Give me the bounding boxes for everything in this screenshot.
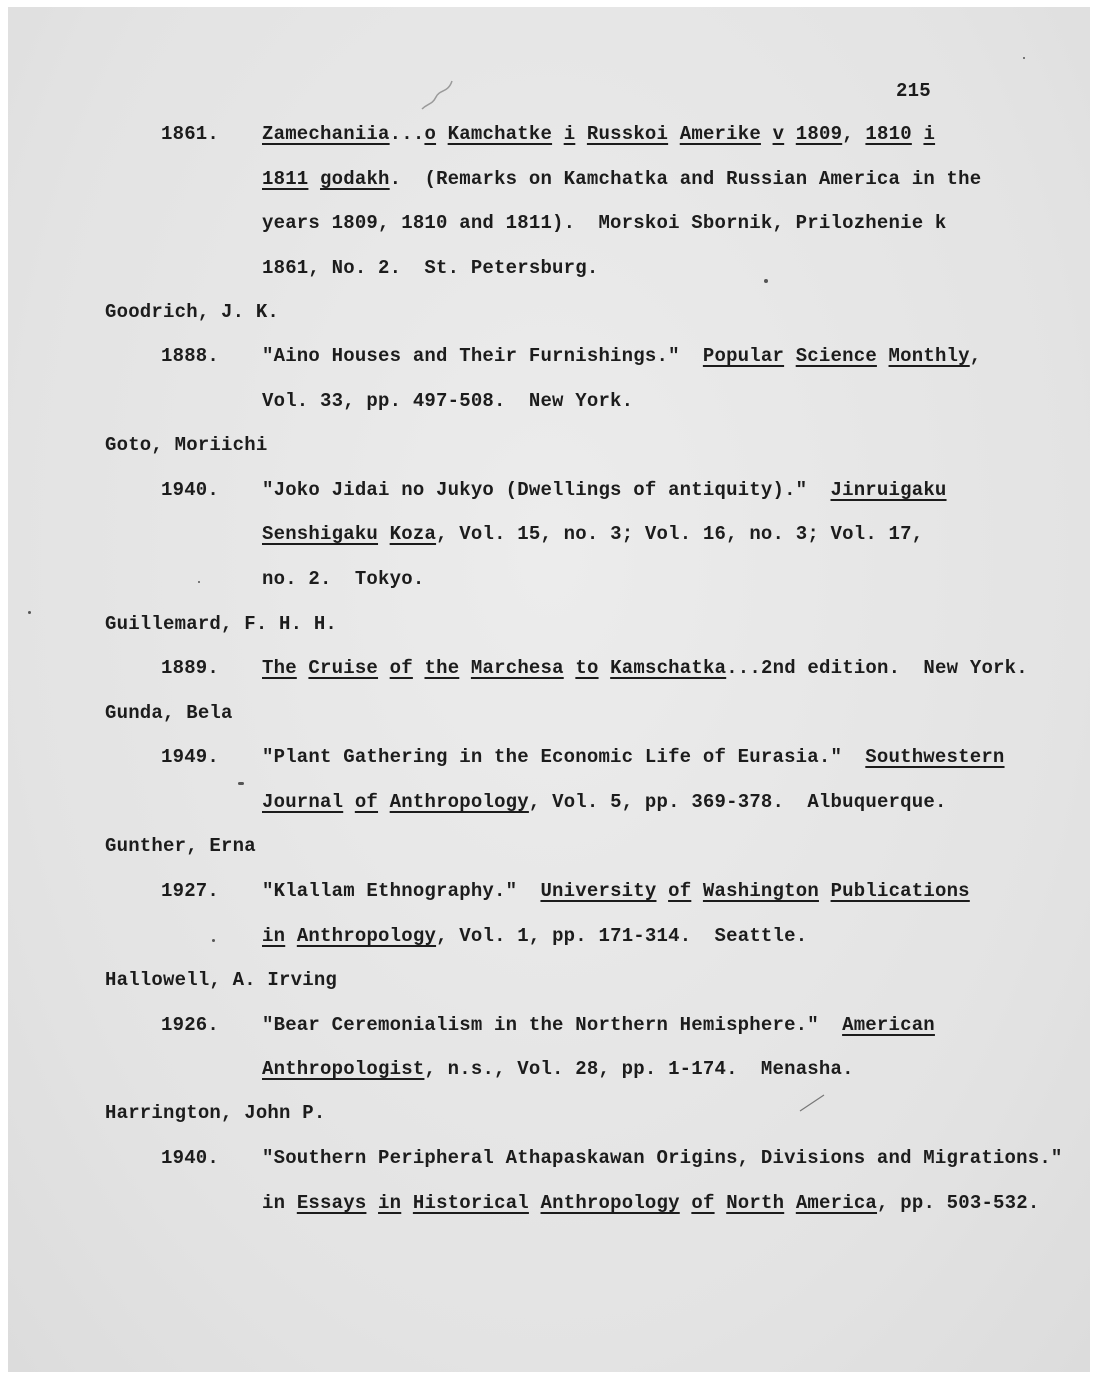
title-word: Science	[795, 345, 877, 367]
title-word: Kamschatka	[610, 657, 727, 679]
text-fragment: . (Remarks on Kamchatka and Russian America in the	[389, 168, 982, 190]
title-word: Monthly	[888, 345, 970, 367]
text-fragment	[599, 657, 611, 679]
title-word: o	[424, 123, 437, 145]
citation-line	[262, 478, 947, 502]
title-word: i	[563, 123, 576, 145]
title-word: Historical	[412, 1192, 529, 1214]
title-word: Cruise	[308, 657, 379, 679]
title-word: the	[424, 657, 460, 679]
title-word: 1809	[795, 123, 843, 145]
title-word: Anthropologist	[262, 1058, 425, 1080]
text-fragment	[784, 1192, 796, 1214]
text-fragment	[912, 123, 924, 145]
title-word: Senshigaku	[262, 523, 379, 545]
text-fragment: , n.s., Vol. 28, pp. 1-174. Menasha.	[424, 1058, 854, 1080]
author-name: Gunda, Bela	[105, 702, 233, 724]
title-word: 1810	[865, 123, 912, 145]
text-fragment	[366, 1192, 378, 1214]
text-fragment	[715, 1192, 727, 1214]
title-word: University	[540, 880, 657, 902]
title-word: Southwestern	[865, 746, 1005, 768]
citation-line: years 1809, 1810 and 1811). Morskoi Sbornik, Prilozhenie k	[262, 212, 947, 234]
text-fragment	[529, 1192, 541, 1214]
entry-year: 1949.	[161, 746, 220, 768]
dust-speck	[238, 782, 244, 785]
text-fragment	[575, 123, 587, 145]
title-word: Jinruigaku	[830, 479, 947, 501]
text-fragment	[401, 1192, 413, 1214]
text-fragment	[680, 1192, 692, 1214]
document-page	[8, 7, 1090, 1372]
text-fragment	[877, 345, 889, 367]
text-fragment: "Bear Ceremonialism in the Northern Hemisphere."	[262, 1014, 843, 1036]
citation-line	[262, 344, 981, 368]
text-fragment	[378, 791, 390, 813]
title-word: North	[726, 1192, 785, 1214]
text-fragment: "Aino Houses and Their Furnishings."	[262, 345, 703, 367]
entry-year: 1940.	[161, 479, 220, 501]
title-word: Marchesa	[470, 657, 564, 679]
entry-year: 1889.	[161, 657, 220, 679]
text-fragment	[413, 657, 425, 679]
title-word: of	[691, 1192, 715, 1214]
title-word: of	[354, 791, 379, 813]
text-fragment	[285, 925, 297, 947]
dust-speck	[764, 279, 768, 283]
author-name: Guillemard, F. H. H.	[105, 613, 338, 635]
text-fragment: , pp. 503-532.	[877, 1192, 1040, 1214]
pencil-mark	[798, 1093, 828, 1113]
citation-line	[262, 1191, 1039, 1215]
title-word: of	[389, 657, 413, 679]
title-word: The	[262, 657, 297, 679]
citation-line: "Southern Peripheral Athapaskawan Origins, Divisions and Migrations."	[262, 1147, 1063, 1169]
entry-year: 1926.	[161, 1014, 220, 1036]
text-fragment	[564, 657, 576, 679]
title-word: to	[575, 657, 599, 679]
dust-speck	[212, 939, 215, 942]
title-word: i	[923, 123, 936, 145]
citation-line: Vol. 33, pp. 497-508. New York.	[262, 390, 634, 412]
title-word: Publications	[830, 880, 970, 902]
text-fragment: "Joko Jidai no Jukyo (Dwellings of antiquity)."	[262, 479, 831, 501]
title-word: Zamechaniia	[262, 123, 390, 145]
citation-line	[262, 656, 1028, 680]
entry-year: 1940.	[161, 1147, 220, 1169]
title-word: in	[378, 1192, 402, 1214]
entry-year: 1861.	[161, 123, 220, 145]
citation-line	[262, 167, 981, 191]
title-word: Amerike	[679, 123, 761, 145]
title-word: 1811	[262, 168, 309, 190]
citation-line	[262, 1057, 854, 1081]
dust-speck	[28, 611, 31, 614]
text-fragment: "Klallam Ethnography."	[262, 880, 541, 902]
citation-line	[262, 1013, 935, 1037]
text-fragment: , Vol. 1, pp. 171-314. Seattle.	[436, 925, 808, 947]
author-name: Goodrich, J. K.	[105, 301, 280, 323]
page-number: 215	[896, 80, 931, 102]
text-fragment	[668, 123, 680, 145]
text-fragment	[343, 791, 355, 813]
text-fragment: , Vol. 5, pp. 369-378. Albuquerque.	[528, 791, 947, 813]
text-fragment	[378, 657, 390, 679]
author-name: Harrington, John P.	[105, 1102, 326, 1124]
text-fragment	[308, 168, 320, 190]
text-fragment	[784, 345, 796, 367]
text-fragment	[784, 123, 796, 145]
author-name: Gunther, Erna	[105, 835, 256, 857]
title-word: Anthropology	[540, 1192, 680, 1214]
text-fragment: ...2nd edition. New York.	[726, 657, 1028, 679]
citation-line	[262, 879, 970, 903]
title-word: Washington	[702, 880, 819, 902]
citation-line	[262, 522, 923, 546]
text-fragment	[297, 657, 309, 679]
title-word: Essays	[296, 1192, 367, 1214]
title-word: American	[842, 1014, 935, 1036]
title-word: Kamchatke	[447, 123, 553, 145]
citation-line	[262, 745, 1005, 769]
author-name: Hallowell, A. Irving	[105, 969, 338, 991]
entry-year: 1888.	[161, 345, 220, 367]
pencil-mark	[418, 75, 458, 115]
text-fragment: ...	[389, 123, 425, 145]
title-word: America	[795, 1192, 878, 1214]
text-fragment: ,	[969, 345, 982, 367]
entry-year: 1927.	[161, 880, 220, 902]
text-fragment	[459, 657, 471, 679]
title-word: godakh	[320, 168, 390, 190]
title-word: of	[668, 880, 692, 902]
dust-speck	[1023, 57, 1025, 59]
citation-line	[262, 924, 807, 948]
author-name: Goto, Moriichi	[105, 434, 268, 456]
text-fragment	[761, 123, 773, 145]
title-word: Russkoi	[586, 123, 669, 145]
title-word: in	[262, 925, 286, 947]
citation-line: no. 2. Tokyo.	[262, 568, 425, 590]
title-word: Journal	[262, 791, 344, 813]
text-fragment	[378, 523, 390, 545]
text-fragment	[691, 880, 703, 902]
citation-line	[262, 122, 935, 146]
text-fragment: , Vol. 15, no. 3; Vol. 16, no. 3; Vol. 17,	[436, 523, 924, 545]
text-fragment	[656, 880, 668, 902]
title-word: Popular	[702, 345, 785, 367]
text-fragment: "Plant Gathering in the Economic Life of Eurasia."	[262, 746, 866, 768]
title-word: Anthropology	[296, 925, 437, 947]
text-fragment	[819, 880, 831, 902]
text-fragment: in	[262, 1192, 297, 1214]
title-word: Anthropology	[389, 791, 529, 813]
title-word: Koza	[389, 523, 437, 545]
title-word: v	[772, 123, 785, 145]
text-fragment: ,	[842, 123, 866, 145]
citation-line	[262, 790, 947, 814]
text-fragment	[552, 123, 564, 145]
citation-line: 1861, No. 2. St. Petersburg.	[262, 257, 599, 279]
dust-speck	[198, 581, 200, 583]
text-fragment	[436, 123, 448, 145]
